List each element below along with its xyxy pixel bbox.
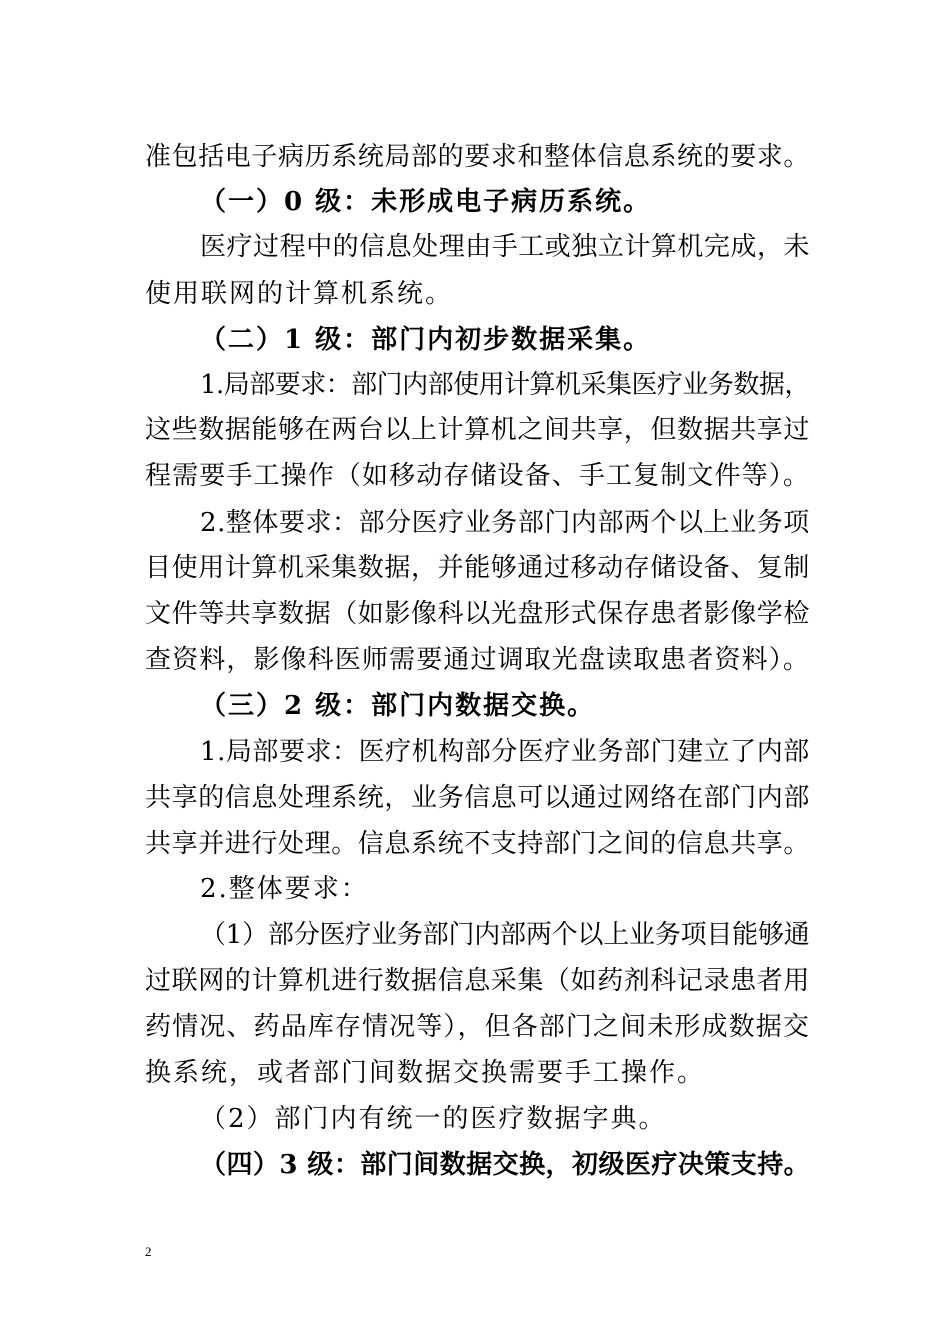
section-heading-level-2: （三）2 级：部门内数据交换。 <box>200 691 596 721</box>
paragraph-line: 过联网的计算机进行数据信息采集（如药剂科记录患者用 <box>145 966 811 996</box>
paragraph-line: （2）部门内有统一的医疗数据字典。 <box>200 1104 667 1134</box>
paragraph-line: 1.局部要求：医疗机构部分医疗业务部门建立了内部 <box>200 737 810 767</box>
paragraph-line: 程需要手工操作（如移动存储设备、手工复制文件等）。 <box>145 461 811 491</box>
paragraph-line: 这些数据能够在两台以上计算机之间共享，但数据共享过 <box>145 415 811 445</box>
paragraph-line: 2.整体要求：部分医疗业务部门内部两个以上业务项 <box>200 508 810 538</box>
paragraph-line: 准包括电子病历系统局部的要求和整体信息系统的要求。 <box>145 142 811 172</box>
page-number: 2 <box>145 1244 152 1259</box>
section-heading-level-1: （二）1 级：部门内初步数据采集。 <box>200 325 652 355</box>
paragraph-line: 使用联网的计算机系统。 <box>145 279 454 309</box>
paragraph-line: 2.整体要求： <box>200 874 369 904</box>
paragraph-line: 共享的信息处理系统，业务信息可以通过网络在部门内部 <box>145 783 811 813</box>
paragraph-line: 查资料，影像科医师需要通过调取光盘读取患者资料）。 <box>145 645 811 675</box>
paragraph-line: （1）部分医疗业务部门内部两个以上业务项目能够通 <box>200 920 810 950</box>
paragraph-line: 药情况、药品库存情况等），但各部门之间未形成数据交 <box>145 1012 811 1042</box>
paragraph-line: 1.局部要求：部门内部使用计算机采集医疗业务数据， <box>200 370 810 400</box>
section-heading-level-0: （一）0 级：未形成电子病历系统。 <box>200 187 652 217</box>
paragraph-line: 文件等共享数据（如影像科以光盘形式保存患者影像学检 <box>145 599 811 629</box>
paragraph-line: 换系统，或者部门间数据交换需要手工操作。 <box>145 1058 706 1088</box>
paragraph-line: 目使用计算机采集数据，并能够通过移动存储设备、复制 <box>145 553 811 583</box>
paragraph-line: 共享并进行处理。信息系统不支持部门之间的信息共享。 <box>145 829 811 859</box>
section-heading-level-3: （四）3 级：部门间数据交换，初级医疗决策支持。 <box>200 1150 811 1180</box>
paragraph-line: 医疗过程中的信息处理由手工或独立计算机完成，未 <box>200 232 811 262</box>
